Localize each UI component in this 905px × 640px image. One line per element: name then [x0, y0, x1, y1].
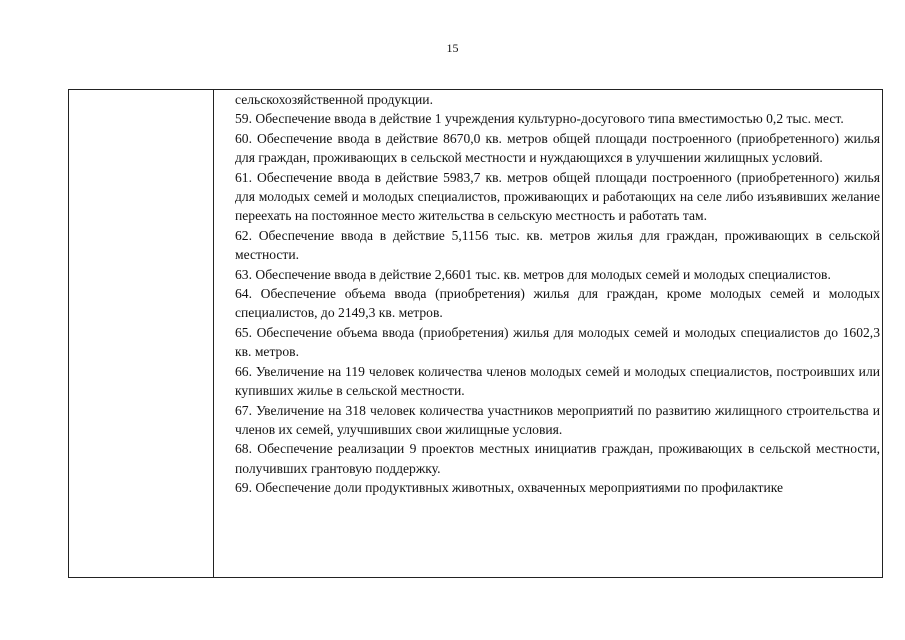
table-left-column — [69, 90, 214, 577]
list-item-63: 63. Обеспечение ввода в действие 2,6601 тыс. кв. метров для молодых семей и молодых специалистов. — [235, 266, 831, 282]
list-item-65: 65. Обеспечение объема ввода (приобретения) жилья для молодых семей и молодых специалистов до 1602,3 кв. метров. — [235, 324, 880, 360]
list-item-61: 61. Обеспечение ввода в действие 5983,7 кв. метров общей площади построенного (приобретенного) жилья для молодых семей и молодых специалистов, проживающих и работающих на селе либо изъявивших желание переехать на постоянное место жительства в сельскую местность и работать там. — [235, 169, 880, 224]
continuation-text: сельскохозяйственной продукции. — [235, 92, 433, 107]
table-right-column — [235, 90, 880, 577]
list-item-69: 69. Обеспечение доли продуктивных животных, охваченных мероприятиями по профилактике — [235, 480, 784, 496]
list-item-66: 66. Увеличение на 119 человек количества членов молодых семей и молодых специалистов, построивших или купивших жилье в сельской местности. — [235, 363, 880, 399]
list-item-68: 68. Обеспечение реализации 9 проектов местных инициатив граждан, проживающих в сельской местности, получивших грантовую поддержку. — [235, 441, 880, 476]
list-item-60: 60. Обеспечение ввода в действие 8670,0 кв. метров общей площади построенного (приобретенного) жилья для граждан, проживающих в сельской местности и нуждающихся в улучшении жилищных условий. — [235, 130, 880, 166]
list-item-64: 64. Обеспечение объема ввода (приобретения) жилья для граждан, кроме молодых семей и молодых специалистов, до 2149,3 кв. метров. — [235, 286, 880, 321]
list-item-59: 59. Обеспечение ввода в действие 1 учреждения культурно-досугового типа вместимостью 0,2 тыс. мест. — [235, 111, 844, 127]
list-item-67: 67. Увеличение на 318 человек количества участников мероприятий по развитию жилищного строительства и членов их семей, улучшивших свои жилищные условия. — [235, 402, 880, 437]
list-item-62: 62. Обеспечение ввода в действие 5,1156 тыс. кв. метров жилья для граждан, проживающих в сельской местности. — [235, 227, 880, 263]
content-table — [68, 89, 883, 578]
page-number: 15 — [446, 41, 459, 55]
